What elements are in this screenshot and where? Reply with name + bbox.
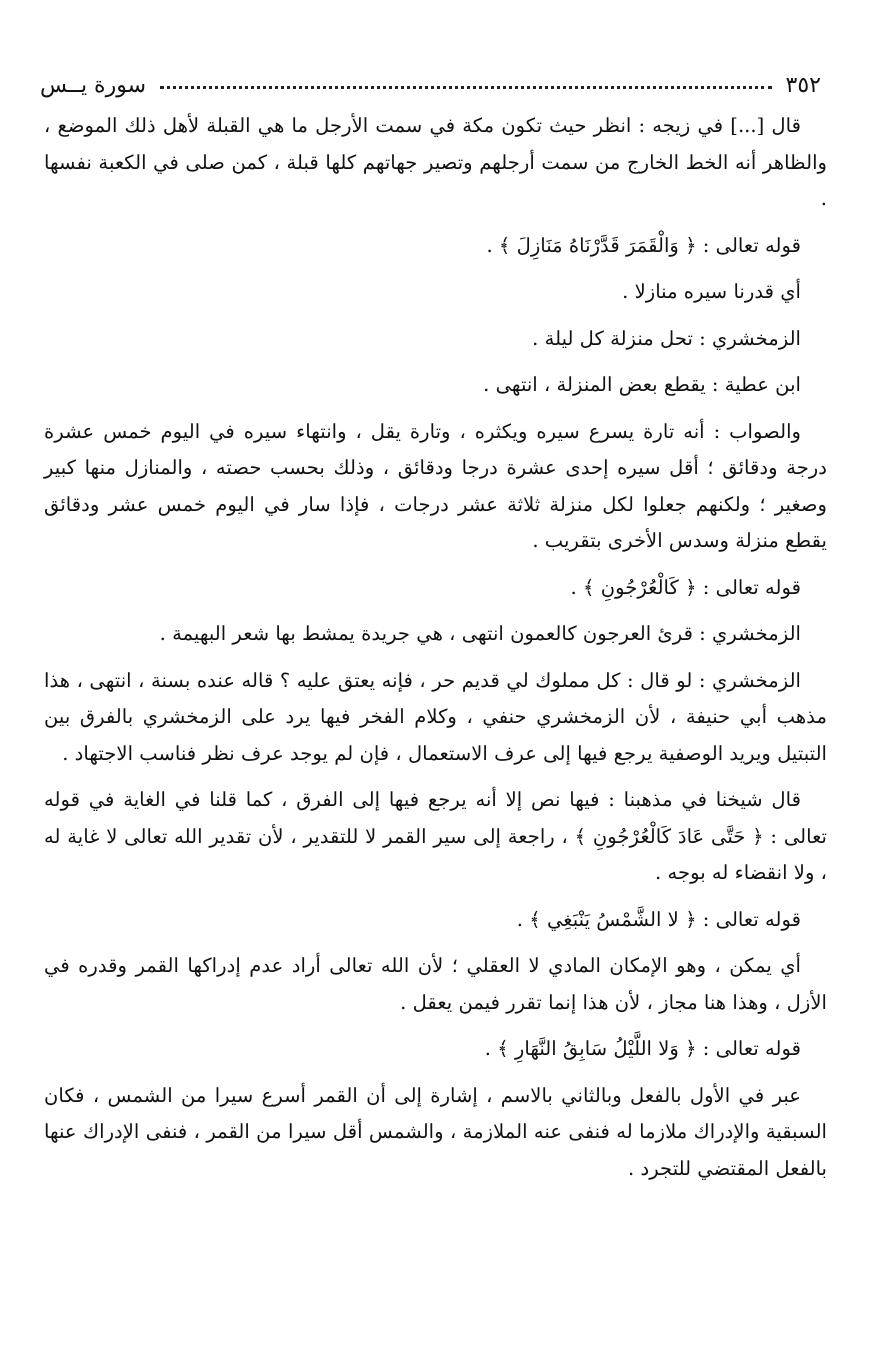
page-number: ٣٥٢ [785, 72, 821, 98]
paragraph: والصواب : أنه تارة يسرع سيره ويكثره ، وتارة يقل ، وانتهاء سيره في اليوم خمس عشرة درجة ودقائق ؛ أقل سيره إحدى عشرة درجا ودقائق ، وذلك بحسب حصته ، والمنازل منها كبير وصغير ؛ ولكنهم جعلوا لكل منزلة ثلاثة عشر درجات ، فإذا سار في اليوم خمس عشر ودقائق يقطع منزلة وسدس الأخرى بتقريب . [44, 419, 827, 552]
paragraph: الزمخشري : لو قال : كل مملوك لي قديم حر ، فإنه يعتق عليه ؟ قاله عنده بسنة ، انتهى ، هذا مذهب أبي حنيفة ، لأن الزمخشري حنفي ، وكلام الفخر فيها يرد على الزمخشري بالفرق بين التبتيل ويريد الوصفية يرجع فيها إلى عرف الاستعمال ، فإن لم يوجد عرف نظر فناسب الاجتهاد . [44, 668, 827, 765]
surah-title: سورة يــس [40, 72, 147, 98]
page-body [44, 108, 827, 1187]
page-header [40, 68, 821, 102]
verse-citation: قوله تعالى : ﴿ وَالْقَمَرَ قَدَّرْنَاهُ مَنَازِلَ ﴾ . [486, 233, 801, 257]
verse-citation: قوله تعالى : ﴿ كَالْعُرْجُونِ ﴾ . [570, 575, 801, 599]
paragraph: ابن عطية : يقطع بعض المنزلة ، انتهى . [483, 373, 801, 396]
paragraph: أي قدرنا سيره منازلا . [622, 280, 801, 303]
paragraph: عبر في الأول بالفعل وبالثاني بالاسم ، إشارة إلى أن القمر أسرع سيرا من الشمس ، فكان السبقية والإدراك ملازما له فنفى عنه الملازمة ، والشمس أقل سيرا من القمر ، فنفى الإدراك عنها بالفعل المقتضي للتجرد . [44, 1083, 827, 1180]
paragraph: قال شيخنا في مذهبنا : فيها نص إلا أنه يرجع فيها إلى الفرق ، كما قلنا في الغاية في قوله تعالى : ﴿ حَتَّى عَادَ كَالْعُرْجُونِ ﴾ ، راجعة إلى سير القمر لا للتقدير ، لأن تقدير الله تعالى لا غاية له ، ولا انقضاء له بوجه . [44, 788, 827, 884]
header-dotted-rule [160, 86, 772, 89]
paragraph: الزمخشري : قرئ العرجون كالعمون انتهى ، هي جريدة يمشط بها شعر البهيمة . [159, 622, 801, 645]
verse-citation: قوله تعالى : ﴿ لا الشَّمْسُ يَنْبَغِي ﴾ . [516, 907, 801, 931]
paragraph: قال [...] في زيجه : انظر حيث تكون مكة في سمت الأرجل ما هي القبلة لأهل ذلك الموضع ، والظاهر أنه الخط الخارج من سمت أرجلهم وتصير جهاتهم كلها قبلة ، كمن صلى في الكعبة نفسها . [44, 114, 827, 210]
verse-citation: قوله تعالى : ﴿ وَلا اللَّيْلُ سَابِقُ النَّهَارِ ﴾ . [484, 1037, 801, 1060]
paragraph: أي يمكن ، وهو الإمكان المادي لا العقلي ؛ لأن الله تعالى أراد عدم إدراكها القمر وقدره في الأزل ، وهذا هنا مجاز ، لأن هذا إنما تقرر فيمن يعقل . [44, 954, 827, 1014]
paragraph: الزمخشري : تحل منزلة كل ليلة . [532, 326, 801, 350]
